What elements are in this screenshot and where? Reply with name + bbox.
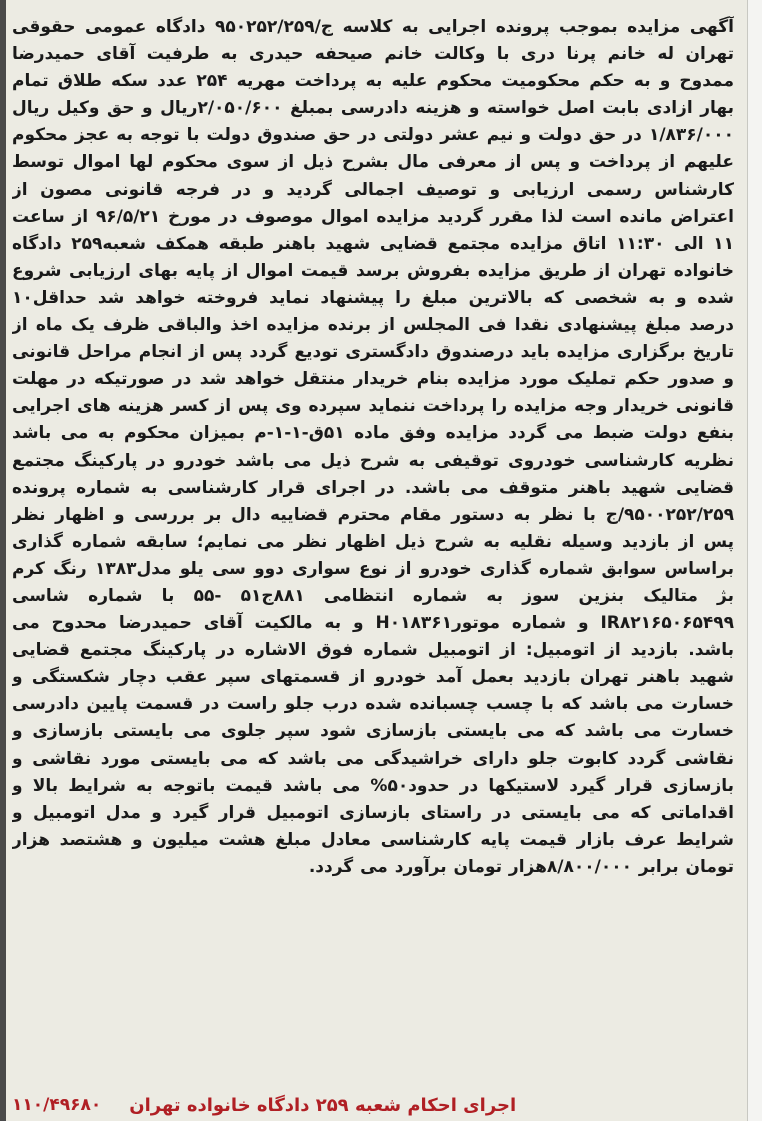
- reference-number: ۱۱۰/۴۹۶۸۰: [12, 1095, 102, 1115]
- page-edge: [747, 0, 762, 1121]
- issuer-line: اجرای احکام شعبه ۲۵۹ دادگاه خانواده تهران: [129, 1094, 517, 1116]
- auction-notice-text: آگهی مزایده بموجب پرونده اجرایی به کلاسه ج/۹۵۰۲۵۲/۲۵۹ دادگاه عمومی حقوقی تهران له خانم پرنا دری با وکالت خانم صیحفه حیدری به طرفیت آقای حمیدرضا ممدوح و به حکم محکومیت محکوم علیه به پرداخت مهریه ۲۵۴ عدد سکه طلاق تمام بهار ازادی بابت اصل خواسته و هزینه دادرسی بمبلغ ۲/۰۵۰/۶۰۰ریال و حق وکیل ریال ۱/۸۳۶/۰۰۰ در حق دولت و نیم عشر دولتی در حق صندوق دولت با توجه به عجز محکوم علیهم از پرداخت و پس از معرفی مال بشرح ذیل از سوی محکوم لها اموال توسط کارشناس رسمی ارزیابی و توصیف اجمالی گردید و در فرجه قانونی مصون از اعتراض مانده است لذا مقرر گردید مزایده اموال موصوف در مورخ ۹۶/۵/۲۱ از ساعت ۱۱ الی ۱۱:۳۰ اتاق مزایده مجتمع قضایی شهید باهنر طبقه همکف شعبه۲۵۹ دادگاه خانواده تهران از طریق مزایده بفروش برسد قیمت اموال از پایه بهای ارزیابی شروع شده و به شخصی که بالاترین مبلغ را پیشنهاد نماید فروخته خواهد شد حداقل۱۰ درصد مبلغ پیشنهادی نقدا فی المجلس از برنده مزایده اخذ والباقی ظرف یک ماه از تاریخ برگزاری مزایده باید درصندوق دادگستری تودیع گردد پس از انجام مراحل قانونی و صدور حکم تملیک مورد مزایده بنام خریدار منتقل خواهد شد در صورتیکه در مهلت قانونی خریدار وجه مزایده را پرداخت ننماید سپرده وی پس از کسر هزینه های اجرایی بنفع دولت ضبط می گردد مزایده وفق ماده ۵۱ق-۱-۱-م بمیزان محکوم به می باشد نظریه کارشناسی خودروی توقیفی به شرح ذیل می باشد خودرو در پارکینگ مجتمع قضایی شهید باهنر متوقف می باشد. در اجرای قرار کارشناسی به شماره پرونده ۹۵۰۰۲۵۲/۲۵۹/ج با نظر به دستور مقام محترم قضاییه دال بر بررسی و اظهار نظر پس از بازدید وسیله نقلیه به شرح ذیل اظهار نظر می نمایم؛ سابقه شماره گذاری براساس سوابق شماره گذاری خودرو از نوع سواری دوو سی یلو مدل۱۳۸۳ رنگ کرم بژ متالیک بنزین سوز به شماره انتظامی ۸۸۱ج۵۱ -۵۵ با شماره شاسی IR۸۲۱۶۵۰۶۵۴۹۹ و شماره موتورH۰۱۸۳۶۱ و به مالکیت آقای حمیدرضا محدوح می باشد. بازدید از اتومبیل: از اتومبیل شماره فوق الاشاره در پارکینگ مجتمع قضایی شهید باهنر تهران بازدید بعمل آمد خودرو از قسمتهای سپر عقب دچار شکستگی و خسارت می باشد که با چسب چسبانده شده درب جلو راست در قسمت پایین دادرسی خسارت می باشد که می بایستی بازسازی شود سپر جلوی می بایستی بازسازی و نقاشی گردد کابوت جلو دارای خراشیدگی می باشد که می بایستی مورد نقاشی و بازسازی قرار گیرد لاستیکها در حدود۵۰% می باشد قیمت باتوجه به شرایط بالا و اقداماتی که می بایستی در راستای بازسازی اتومبیل قرار گیرد و مدل اتومبیل و شرایط عرف بازار قیمت پایه کارشناسی معادل مبلغ هشت میلیون و هشتصد هزار تومان برابر ۸/۸۰۰/۰۰۰هزار تومان برآورد می گردد.: [12, 17, 734, 877]
- notice-footer: [12, 1091, 734, 1119]
